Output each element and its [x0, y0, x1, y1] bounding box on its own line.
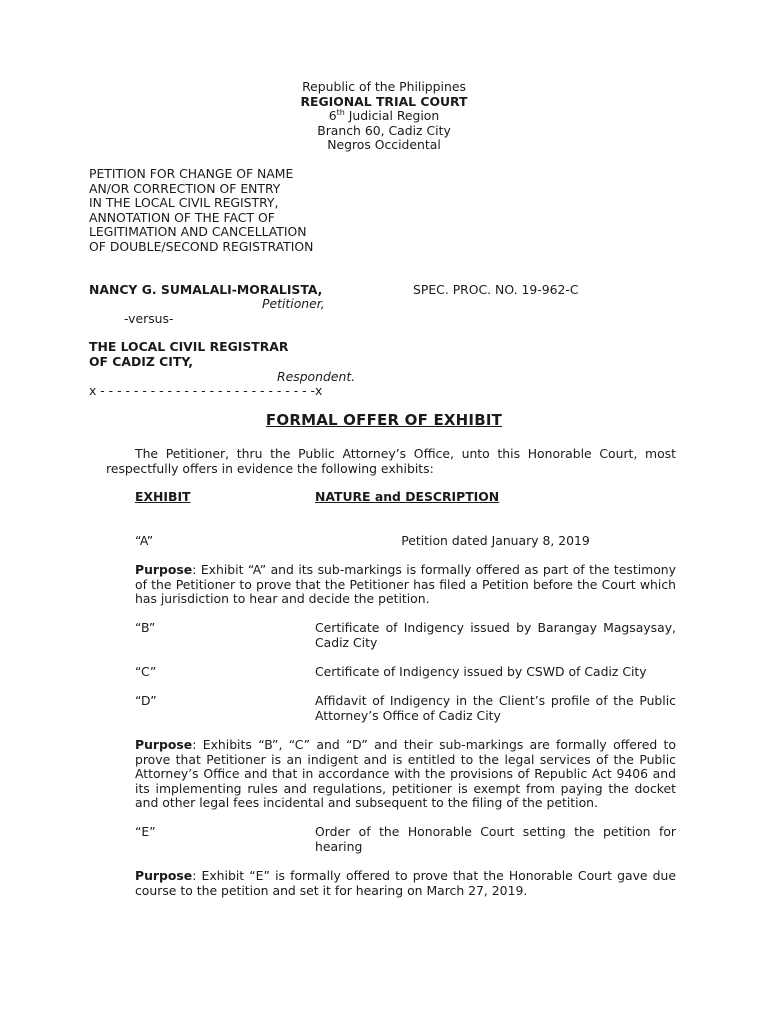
- respondent-label: Respondent.: [277, 369, 356, 384]
- caption-line: PETITION FOR CHANGE OF NAME: [89, 166, 294, 181]
- exhibit-description-b: Certificate of Indigency issued by Barangay Magsaysay, Cadiz City: [315, 620, 676, 650]
- caption-separator: x - - - - - - - - - - - - - - - - - - - - - - - - - -x: [89, 383, 323, 398]
- caption-line: IN THE LOCAL CIVIL REGISTRY,: [89, 195, 279, 211]
- purpose-label: Purpose: [135, 562, 193, 577]
- exhibit-label-d: “D”: [135, 693, 157, 708]
- exhibit-label-e: “E”: [135, 824, 156, 839]
- respondent-name-line1: THE LOCAL CIVIL REGISTRAR: [89, 339, 289, 354]
- header-court: REGIONAL TRIAL COURT: [300, 93, 468, 109]
- caption-line: ANNOTATION OF THE FACT OF: [89, 209, 275, 225]
- column-header-nature: NATURE and DESCRIPTION: [315, 489, 500, 504]
- petition-caption: [89, 167, 313, 255]
- purpose-text: : Exhibit “E” is formally offered to prove that the Honorable Court gave due course to the petition and set it for hearing on March 27, 2019.: [135, 868, 676, 898]
- exhibit-description-a: Petition dated January 8, 2019: [401, 533, 590, 548]
- caption-line: OF DOUBLE/SECOND REGISTRATION: [89, 238, 314, 254]
- court-header: [0, 80, 768, 153]
- purpose-paragraph-e: [135, 869, 676, 898]
- purpose-paragraph-a: [135, 563, 676, 607]
- respondent-name-line2: OF CADIZ CITY,: [89, 354, 193, 369]
- intro-paragraph: The Petitioner, thru the Public Attorney’s Office, unto this Honorable Court, most respectfully offers in evidence the following exhibits:: [106, 446, 676, 476]
- header-branch: Branch 60, Cadiz City: [317, 122, 451, 138]
- header-region: 6th Judicial Region: [328, 108, 440, 124]
- caption-line: AN/OR CORRECTION OF ENTRY: [89, 180, 281, 196]
- case-number: SPEC. PROC. NO. 19-962-C: [413, 282, 579, 297]
- petitioner-label: Petitioner,: [262, 296, 325, 311]
- purpose-paragraph-bcd: [135, 738, 676, 811]
- exhibit-description-e: Order of the Honorable Court setting the petition for hearing: [315, 824, 676, 854]
- exhibit-description-d: Affidavit of Indigency in the Client’s profile of the Public Attorney’s Office of Cadiz City: [315, 693, 676, 723]
- purpose-label: Purpose: [135, 868, 193, 883]
- column-header-exhibit: EXHIBIT: [135, 489, 191, 504]
- caption-line: LEGITIMATION AND CANCELLATION: [89, 224, 307, 240]
- purpose-text: : Exhibit “A” and its sub-markings is formally offered as part of the testimony of the Petitioner to prove that the Petitioner has filed a Petition before the Court which has jurisdiction to hear and decide the petition.: [135, 562, 676, 607]
- document-title: FORMAL OFFER OF EXHIBIT: [265, 411, 503, 429]
- exhibit-label-b: “B”: [135, 620, 156, 635]
- exhibit-description-c: Certificate of Indigency issued by CSWD of Cadiz City: [315, 664, 647, 679]
- header-republic: Republic of the Philippines: [302, 79, 466, 94]
- purpose-label: Purpose: [135, 737, 193, 752]
- petitioner-name: NANCY G. SUMALALI-MORALISTA,: [89, 282, 323, 297]
- purpose-text: : Exhibits “B”, “C” and “D” and their sub-markings are formally offered to prove that Petitioner is an indigent and is entitled to the legal services of the Public Attorney’s Office and that in accordance with the provisions of Republic Act 9406 and its implementing rules and regulations, petitioner is exempt from paying the docket and other legal fees incidental and subsequent to the filing of the petition.: [135, 737, 676, 811]
- header-province: Negros Occidental: [327, 137, 441, 153]
- exhibit-label-a: “A”: [135, 533, 154, 548]
- exhibit-label-c: “C”: [135, 664, 157, 679]
- versus-text: -versus-: [124, 311, 174, 326]
